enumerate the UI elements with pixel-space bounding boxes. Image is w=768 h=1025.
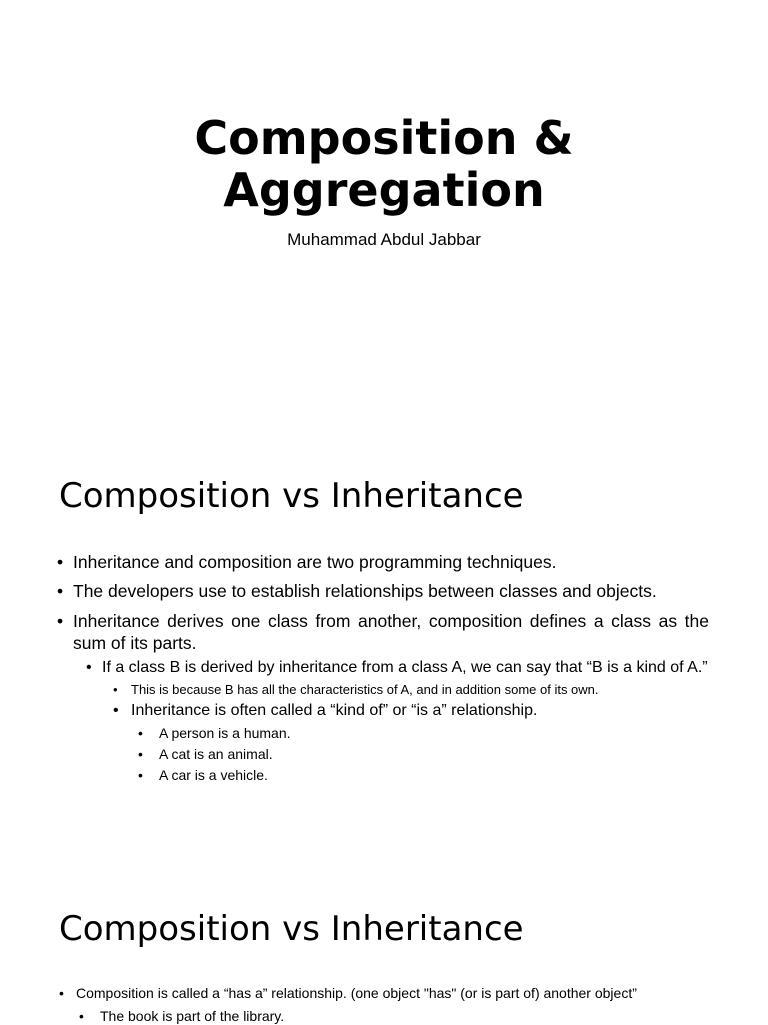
author-name: Muhammad Abdul Jabbar xyxy=(287,230,481,249)
list-item-text: This is because B has all the characteristics of A, and in addition some of its own. xyxy=(131,682,599,697)
bullet-icon: • xyxy=(57,581,64,601)
list-item xyxy=(138,745,719,763)
list-item-text: Inheritance and composition are two programming techniques. xyxy=(73,552,557,572)
bullet-icon: • xyxy=(138,746,143,762)
bullet-icon: • xyxy=(113,702,119,719)
list-item xyxy=(113,701,731,721)
list-item-text: A person is a human. xyxy=(159,725,291,741)
list-item-text: Composition is called a “has a” relationship. (one object "has" (or is part of) another object” xyxy=(76,985,637,1001)
list-item xyxy=(113,681,731,698)
list-item xyxy=(79,1007,720,1025)
list-item-text: Inheritance is often called a “kind of” or “is a” relationship. xyxy=(131,702,538,719)
bullet-icon: • xyxy=(59,985,64,1001)
list-item-text: If a class B is derived by inheritance from a class A, we can say that “B is a kind of A.” xyxy=(102,659,708,676)
bullet-icon: • xyxy=(113,682,118,697)
list-item-text: A car is a vehicle. xyxy=(159,767,268,783)
list-item xyxy=(57,551,713,573)
slide2-heading: Composition vs Inheritance xyxy=(59,476,524,516)
bullet-icon: • xyxy=(86,659,92,676)
slide3-heading: Composition vs Inheritance xyxy=(59,909,524,949)
bullet-icon: • xyxy=(79,1008,84,1024)
title-line-2: Aggregation xyxy=(223,163,545,217)
title-slide-heading xyxy=(0,112,768,216)
list-item xyxy=(86,658,722,678)
bullet-icon: • xyxy=(57,552,64,572)
list-item-text: Inheritance derives one class from another, composition defines a class as the sum of its parts. xyxy=(73,611,709,653)
list-item xyxy=(138,766,719,784)
list-item-text: The book is part of the library. xyxy=(100,1008,285,1024)
list-item xyxy=(138,724,719,742)
title-line-1: Composition & xyxy=(194,111,574,165)
list-item xyxy=(59,984,736,1002)
list-item-text: A cat is an animal. xyxy=(159,746,273,762)
list-item xyxy=(57,610,709,654)
list-item-text: The developers use to establish relationships between classes and objects. xyxy=(73,581,657,601)
bullet-icon: • xyxy=(57,611,64,631)
list-item xyxy=(57,580,713,602)
bullet-icon: • xyxy=(138,767,143,783)
bullet-icon: • xyxy=(138,725,143,741)
